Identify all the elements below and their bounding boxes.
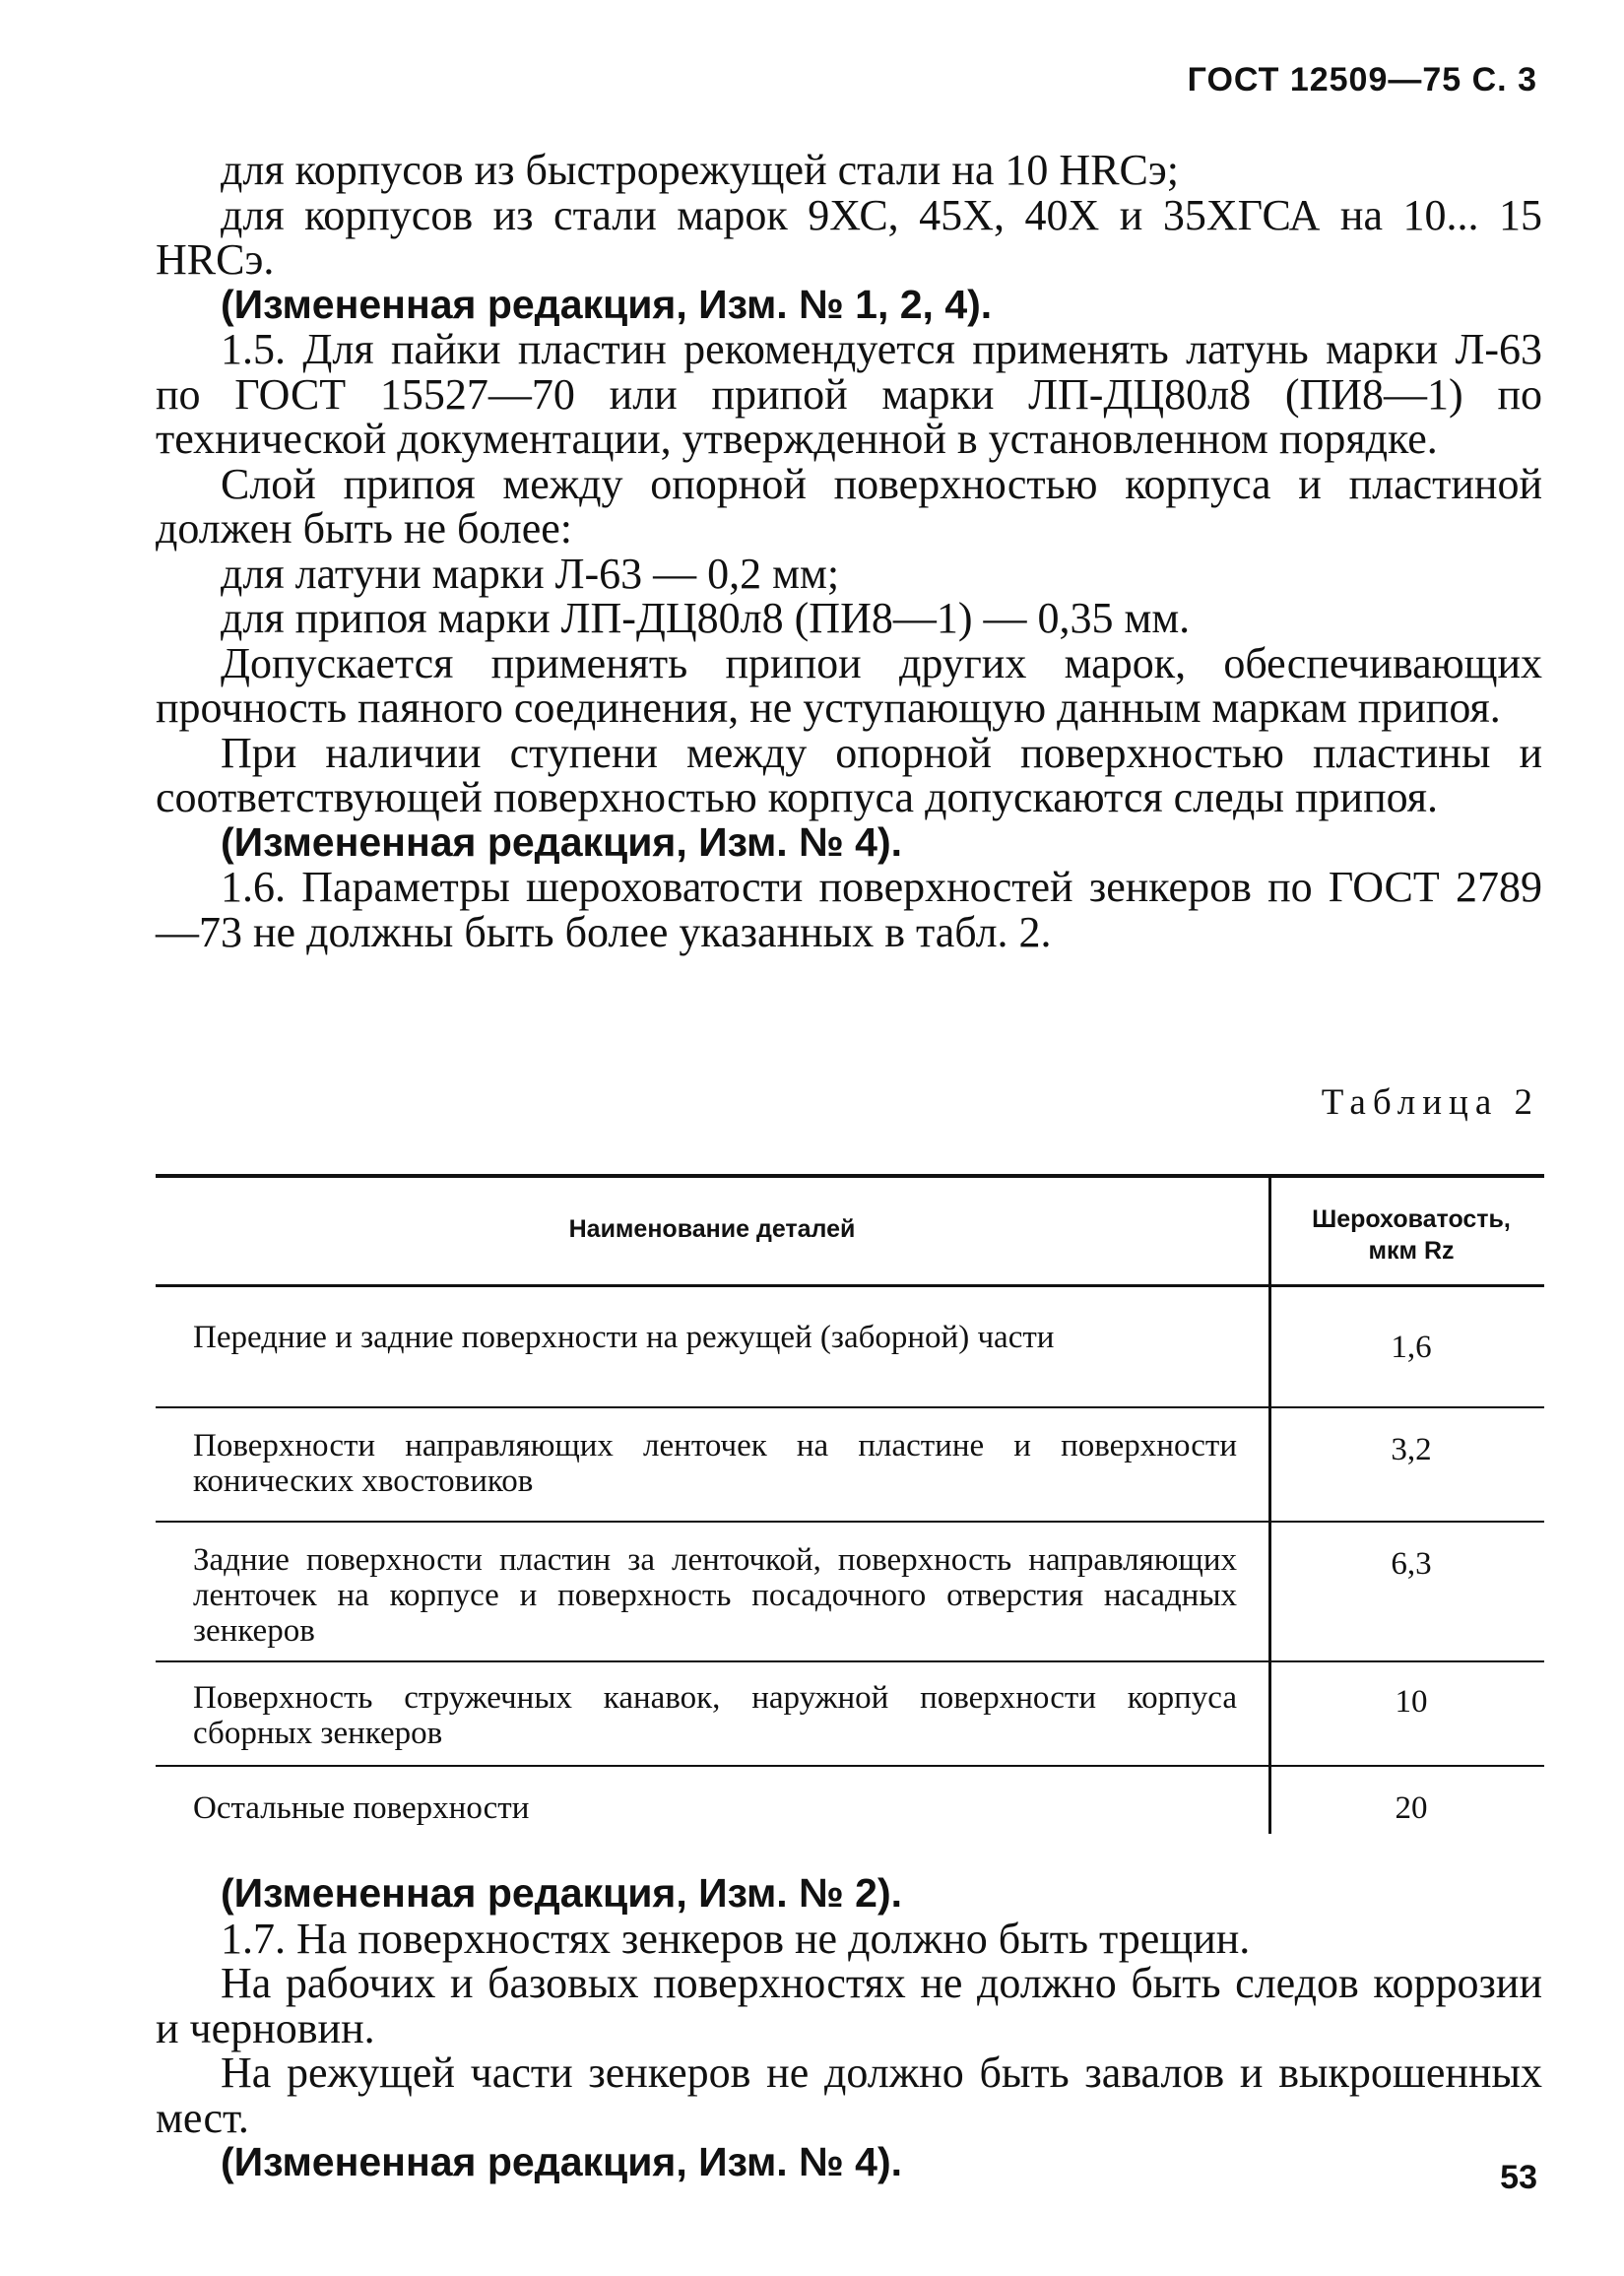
page-number: 53 (1500, 2159, 1537, 2196)
table-caption: Таблица 2 (1321, 1082, 1539, 1123)
table-header-rule (156, 1284, 1544, 1287)
table-column-divider (1268, 1287, 1271, 1834)
table-row-name: Задние поверхности пластин за ленточкой, поверхность направляющих ленточек на корпусе и поверхность посадочного отверстия насадных зенкеров (193, 1542, 1237, 1649)
amendment-note: (Измененная редакция, Изм. № 4). (221, 2139, 903, 2184)
table-row-value: 3,2 (1391, 1432, 1432, 1467)
table-row-value: 10 (1395, 1684, 1428, 1720)
body-text-top (156, 148, 1542, 954)
page-header: ГОСТ 12509—75 С. 3 (1187, 61, 1537, 98)
paragraph: Слой припоя между опорной поверхностью корпуса и пластиной должен быть не более: (156, 459, 1542, 553)
paragraph: для латуни марки Л-63 — 0,2 мм; (221, 549, 840, 598)
table-row-value: 1,6 (1391, 1330, 1432, 1365)
table-top-rule (156, 1174, 1544, 1178)
table-header-value (1278, 1203, 1544, 1267)
table-row-name: Передние и задние поверхности на режущей (заборной) части (193, 1320, 1055, 1355)
table-row-name: Остальные поверхности (193, 1790, 530, 1826)
roughness-table (156, 1174, 1544, 1834)
table-row-value: 20 (1395, 1790, 1428, 1826)
paragraph-1-6: 1.6. Параметры шероховатости поверхностей зенкеров по ГОСТ 2789—73 не должны быть более указанных в табл. 2. (156, 863, 1542, 956)
table-row-name: Поверхность стружечных канавок, наружной поверхности корпуса сборных зенкеров (193, 1680, 1237, 1751)
paragraph-1-7: 1.7. На поверхностях зенкеров не должно быть трещин. (221, 1914, 1251, 1963)
table-row-value: 6,3 (1391, 1546, 1432, 1582)
table-row-rule (156, 1521, 1544, 1523)
table-row-name: Поверхности направляющих ленточек на пластине и поверхности конических хвостовиков (193, 1428, 1237, 1499)
amendment-note: (Измененная редакция, Изм. № 4). (221, 818, 903, 865)
paragraph-1-5: 1.5. Для пайки пластин рекомендуется применять латунь марки Л-63 по ГОСТ 15527—70 или припой марки ЛП-ДЦ80л8 (ПИ8—1) по технической документации, утвержденной в установленном порядке. (156, 325, 1542, 463)
body-text-bottom (156, 1871, 1542, 2185)
paragraph: На рабочих и базовых поверхностях не должно быть следов коррозии и черновин. (156, 1959, 1542, 2052)
paragraph: При наличии ступени между опорной поверхностью пластины и соответствующей поверхностью корпуса допускаются следы припоя. (156, 728, 1542, 821)
amendment-note: (Измененная редакция, Изм. № 1, 2, 4). (221, 281, 993, 327)
table-header-value-line1: Шероховатость, (1312, 1205, 1511, 1233)
paragraph: На режущей части зенкеров не должно быть завалов и выкрошенных мест. (156, 2048, 1542, 2142)
paragraph: для корпусов из быстрорежущей стали на 10 HRCэ; (221, 146, 1180, 194)
table-row-rule (156, 1406, 1544, 1408)
paragraph: Допускается применять припои других марок, обеспечивающих прочность паяного соединения, не уступающую данным маркам припоя. (156, 638, 1542, 732)
table-column-divider (1268, 1174, 1271, 1284)
table-row-rule (156, 1765, 1544, 1767)
amendment-note: (Измененная редакция, Изм. № 2). (221, 1870, 903, 1916)
table-row-rule (156, 1660, 1544, 1662)
paragraph: для корпусов из стали марок 9ХС, 45Х, 40Х и 35ХГСА на 10... 15 HRCэ. (156, 190, 1542, 284)
table-header-value-line2: мкм Rz (1368, 1237, 1455, 1265)
table-header-name: Наименование деталей (568, 1215, 856, 1243)
paragraph: для припоя марки ЛП-ДЦ80л8 (ПИ8—1) — 0,35 мм. (221, 594, 1191, 642)
